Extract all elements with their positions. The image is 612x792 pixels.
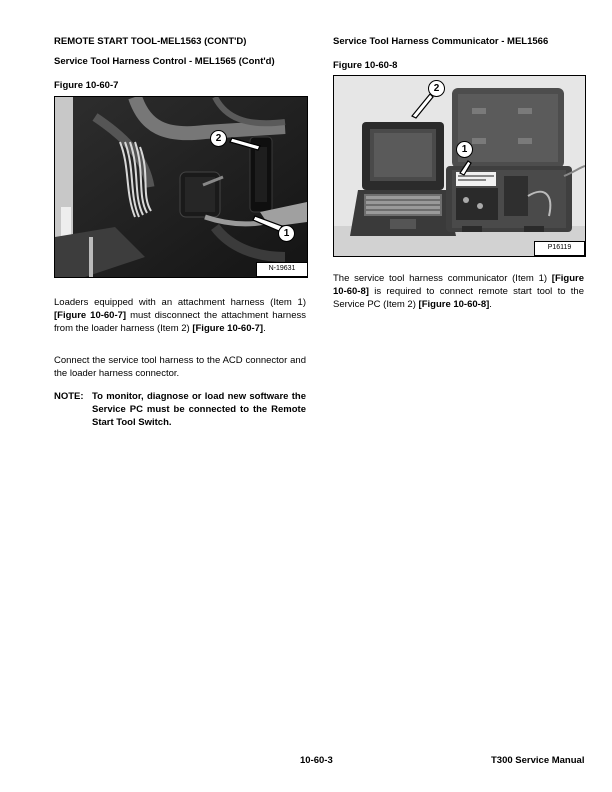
figure-title-left: Figure 10-60-7 xyxy=(54,80,119,91)
manual-title: T300 Service Manual xyxy=(491,755,585,766)
paragraph-communicator: The service tool harness communicator (Item 1) [Figure 10-60-8] is required to connect remote start tool to the Service PC (Item 2) [Figure 10-60-8]. xyxy=(333,273,584,310)
note-block xyxy=(54,390,306,429)
page-number: 10-60-3 xyxy=(300,755,333,766)
note-label: NOTE: xyxy=(54,391,84,402)
note-text: To monitor, diagnose or load new software the Service PC must be connected to the Remote Start Tool Switch. xyxy=(92,391,306,428)
callout-1-left: 1 xyxy=(278,225,295,242)
callout-2-right: 2 xyxy=(428,80,445,97)
callout-2-left: 2 xyxy=(210,130,227,147)
subsection-title-left: Service Tool Harness Control - MEL1565 (Cont'd) xyxy=(54,56,275,67)
paragraph-attachment-harness: Loaders equipped with an attachment harness (Item 1) [Figure 10-60-7] must disconnect the attachment harness from the loader harness (Item 2) [Figure 10-60-7]. xyxy=(54,297,306,334)
harness-control-photo xyxy=(55,97,307,277)
subsection-title-right: Service Tool Harness Communicator - MEL1566 xyxy=(333,36,549,47)
figure-10-60-8-photo xyxy=(333,75,586,257)
harness-communicator-photo xyxy=(334,76,585,256)
figure-title-right: Figure 10-60-8 xyxy=(333,60,398,71)
paragraph-connect-harness: Connect the service tool harness to the ACD connector and the loader harness connector. xyxy=(54,355,306,379)
figure-id-left: N-19631 xyxy=(256,262,308,277)
section-title: REMOTE START TOOL-MEL1563 (CONT'D) xyxy=(54,36,247,47)
callout-1-right: 1 xyxy=(456,141,473,158)
figure-10-60-7-photo xyxy=(54,96,308,278)
figure-id-right: P16119 xyxy=(534,241,585,256)
